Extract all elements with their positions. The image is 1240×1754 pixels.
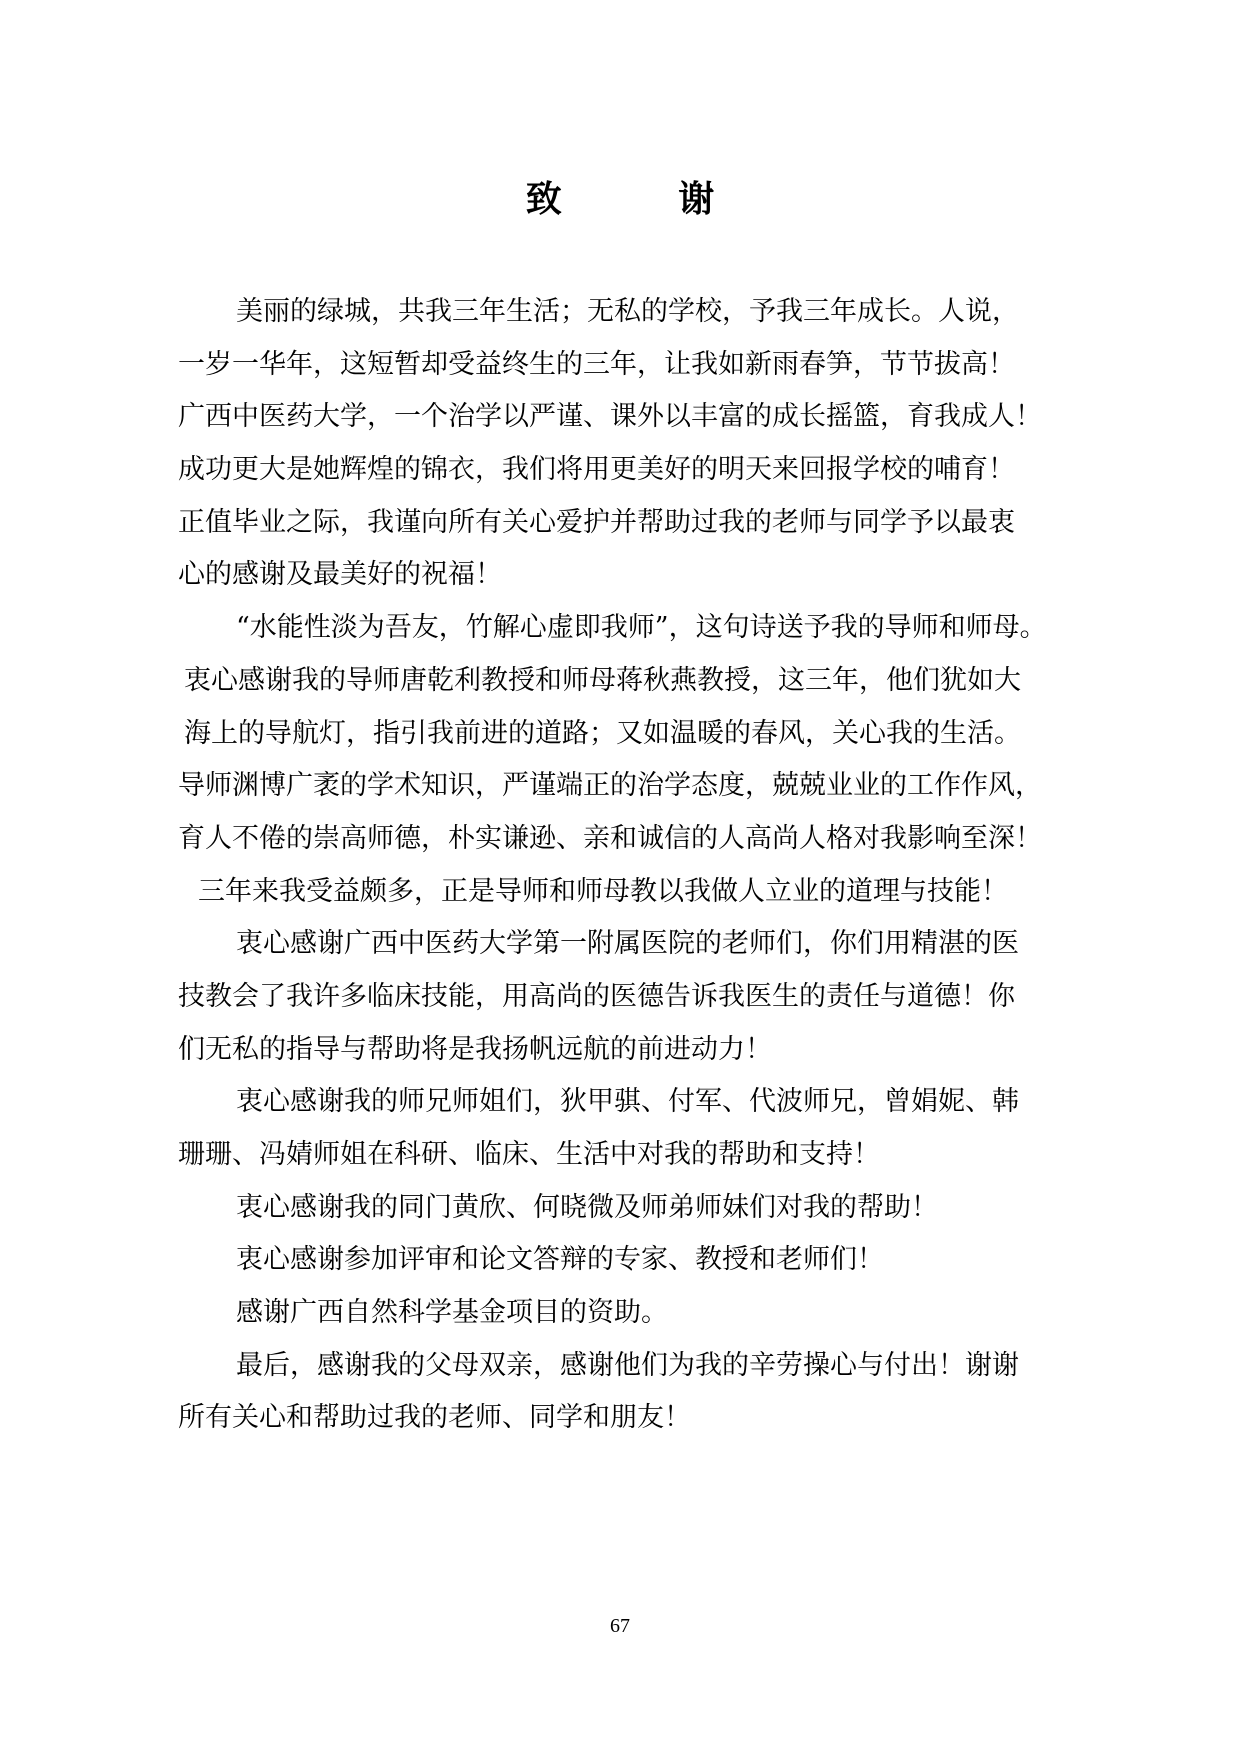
acknowledgement-body <box>178 286 1084 1445</box>
page-number: 67 <box>610 1615 630 1637</box>
text-line: 衷心感谢广西中医药大学第一附属医院的老师们，你们用精湛的医 <box>236 928 1019 960</box>
text-line: 育人不倦的崇高师德，朴实谦逊、亲和诚信的人高尚人格对我影响至深！ <box>178 822 1042 854</box>
text-line: 衷心感谢我的导师唐乾利教授和师母蒋秋燕教授，这三年，他们犹如大 <box>184 664 1021 696</box>
text-line: 衷心感谢我的同门黄欣、何晓微及师弟师妹们对我的帮助！ <box>236 1191 938 1223</box>
text-line: 所有关心和帮助过我的老师、同学和朋友！ <box>178 1402 691 1434</box>
text-line: 最后，感谢我的父母双亲，感谢他们为我的辛劳操心与付出！谢谢 <box>236 1349 1019 1381</box>
page-title: 致 谢 <box>525 179 767 220</box>
text-line: 一岁一华年，这短暂却受益终生的三年，让我如新雨春笋，节节拔高！ <box>178 348 1015 380</box>
text-line: 美丽的绿城，共我三年生活；无私的学校，予我三年成长。人说， <box>236 296 1019 327</box>
text-line: 正值毕业之际，我谨向所有关心爱护并帮助过我的老师与同学予以最衷 <box>178 506 1015 538</box>
text-line: 技教会了我许多临床技能，用高尚的医德告诉我医生的责任与道德！你 <box>178 980 1015 1012</box>
text-line: 衷心感谢我的师兄师姐们，狄甲骐、付军、代波师兄，曾娟妮、韩 <box>236 1086 1019 1118</box>
text-line: 导师渊博广袤的学术知识，严谨端正的治学态度，兢兢业业的工作作风， <box>178 770 1042 802</box>
text-line: 感谢广西自然科学基金项目的资助。 <box>236 1297 668 1329</box>
text-line: 海上的导航灯，指引我前进的道路；又如温暖的春风，关心我的生活。 <box>184 717 1021 749</box>
text-line: 心的感谢及最美好的祝福！ <box>178 559 502 591</box>
text-line: 成功更大是她辉煌的锦衣，我们将用更美好的明天来回报学校的哺育！ <box>178 454 1015 486</box>
text-line: 三年来我受益颇多，正是导师和师母教以我做人立业的道理与技能！ <box>198 875 1008 907</box>
text-line: 广西中医药大学，一个治学以严谨、课外以丰富的成长摇篮，育我成人！ <box>178 401 1042 433</box>
text-line: “水能性淡为吾友，竹解心虚即我师”，这句诗送予我的导师和师母。 <box>236 612 1047 644</box>
text-line: 珊珊、冯婧师姐在科研、临床、生活中对我的帮助和支持！ <box>178 1139 880 1170</box>
text-line: 们无私的指导与帮助将是我扬帆远航的前进动力！ <box>178 1033 772 1065</box>
text-line: 衷心感谢参加评审和论文答辩的专家、教授和老师们！ <box>236 1244 884 1276</box>
